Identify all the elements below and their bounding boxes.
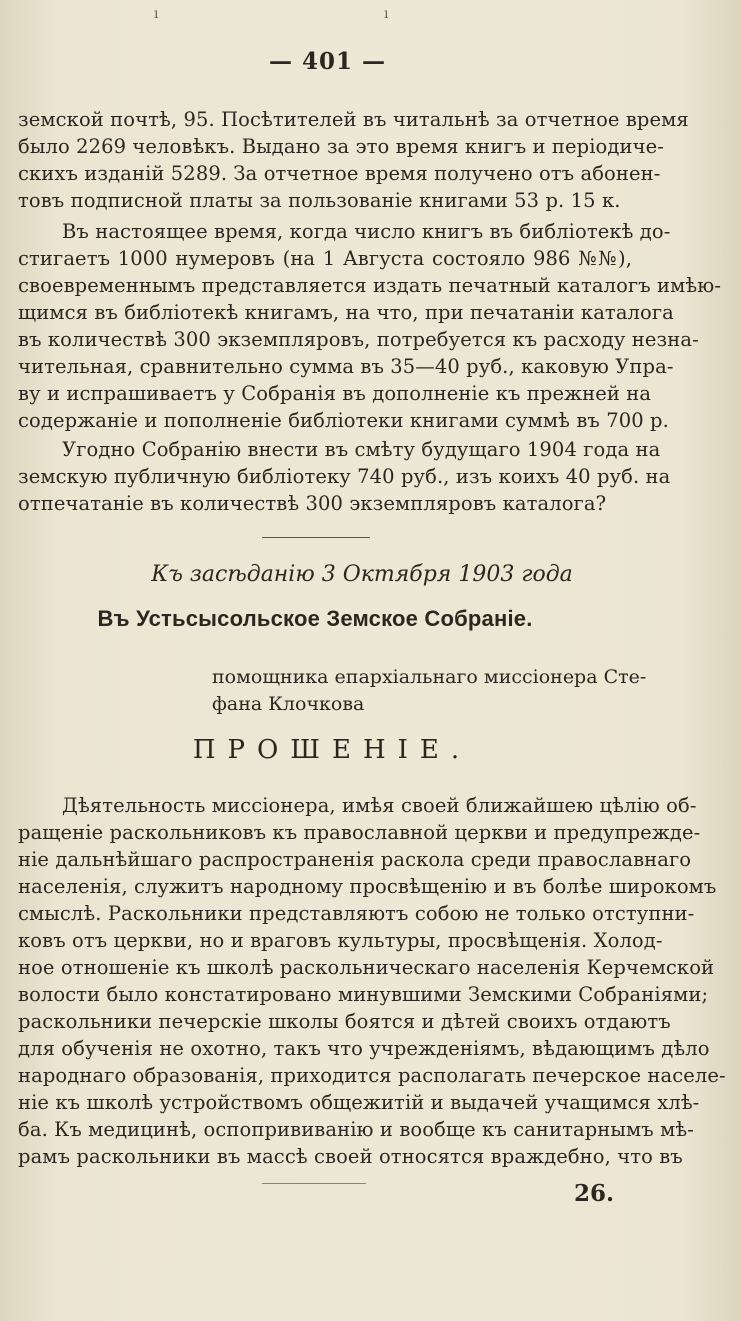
text-line: Дѣятельность миссіонера, имѣя своей ближайшею цѣлію об- <box>62 794 697 817</box>
text-line: смыслѣ. Раскольники представляютъ собою не только отступни- <box>18 902 695 925</box>
text-line: чительная, сравнительно сумма въ 35—40 руб., каковую Упра- <box>18 355 674 378</box>
signature-mark: 26. <box>574 1180 615 1207</box>
text-line: ву и испрашиваетъ у Собранія въ дополненіе къ прежней на <box>18 382 652 405</box>
text-line: ращеніе раскольниковъ къ православной церкви и предупрежде- <box>18 821 701 844</box>
text-line: Въ настоящее время, когда число книгъ въ библіотекѣ до- <box>62 220 671 243</box>
text-line: рамъ раскольники въ массѣ своей относятся враждебно, что въ <box>18 1145 683 1168</box>
text-line: для обученія не охотно, такъ что учрежденіямъ, вѣдающимъ дѣло <box>18 1037 710 1060</box>
text-line: земской почтѣ, 95. Посѣтителей въ читальнѣ за отчетное время <box>18 108 689 131</box>
text-line: ковъ отъ церкви, но и враговъ культуры, просвѣщенія. Холод- <box>18 929 663 952</box>
text-line: своевременнымъ представляется издать печатный каталогъ имѣю- <box>18 274 722 297</box>
text-line: въ количествѣ 300 экземпляровъ, потребуется къ расходу незна- <box>18 328 699 351</box>
document-title: ПРОШЕНІЕ. <box>192 735 472 765</box>
text-line: скихъ изданій 5289. За отчетное время получено отъ абонен- <box>18 162 661 185</box>
text-line: ба. Къ медицинѣ, оспопрививанію и вообще къ санитарнымъ мѣ- <box>18 1118 694 1141</box>
text-line: земскую публичную библіотеку 740 руб., изъ коихъ 40 руб. на <box>18 465 671 488</box>
text-line: отпечатаніе въ количествѣ 300 экземпляровъ каталога? <box>18 492 607 515</box>
sender-line: помощника епархіальнаго миссіонера Сте- <box>212 666 647 688</box>
section-divider <box>262 537 370 538</box>
text-line: щимся въ библіотекѣ книгамъ, на что, при печатаніи каталога <box>18 301 674 324</box>
addressee-heading: Въ Устьсысольское Земское Собраніе. <box>97 606 533 631</box>
text-line: содержаніе и пополненіе библіотеки книгами суммѣ въ 700 р. <box>18 409 669 432</box>
meeting-heading: Къ засѣданію 3 Октября 1903 года <box>151 562 573 587</box>
text-line: ніе дальнѣйшаго распространенія раскола среди православнаго <box>18 848 692 871</box>
sender-line: фана Клочкова <box>212 693 365 715</box>
text-line: волости было констатировано минувшими Земскими Собраніями; <box>18 983 709 1006</box>
text-line: товъ подписной платы за пользованіе книгами 53 р. 15 к. <box>18 189 621 212</box>
text-line: Угодно Собранію внести въ смѣту будущаго 1904 года на <box>62 438 661 461</box>
scan-speck: ı <box>154 6 159 22</box>
text-line: стигаетъ 1000 нумеровъ (на 1 Августа состояло 986 №№), <box>18 247 632 270</box>
text-line: народнаго образованія, приходится располагать печерское населе- <box>18 1064 726 1087</box>
footer-divider <box>262 1183 366 1184</box>
text-line: было 2269 человѣкъ. Выдано за это время книгъ и періодиче- <box>18 135 664 158</box>
page-number: — 401 — <box>268 48 387 75</box>
text-line: населенія, служитъ народному просвѣщенію и въ болѣе широкомъ <box>18 875 717 898</box>
text-line: раскольники печерскіе школы боятся и дѣтей своихъ отдаютъ <box>18 1010 671 1033</box>
scan-speck: ı <box>384 6 389 22</box>
text-line: ное отношеніе къ школѣ раскольническаго населенія Керчемской <box>18 956 715 979</box>
text-line: ніе къ школѣ устройствомъ общежитій и выдачей учащимся хлѣ- <box>18 1091 700 1114</box>
